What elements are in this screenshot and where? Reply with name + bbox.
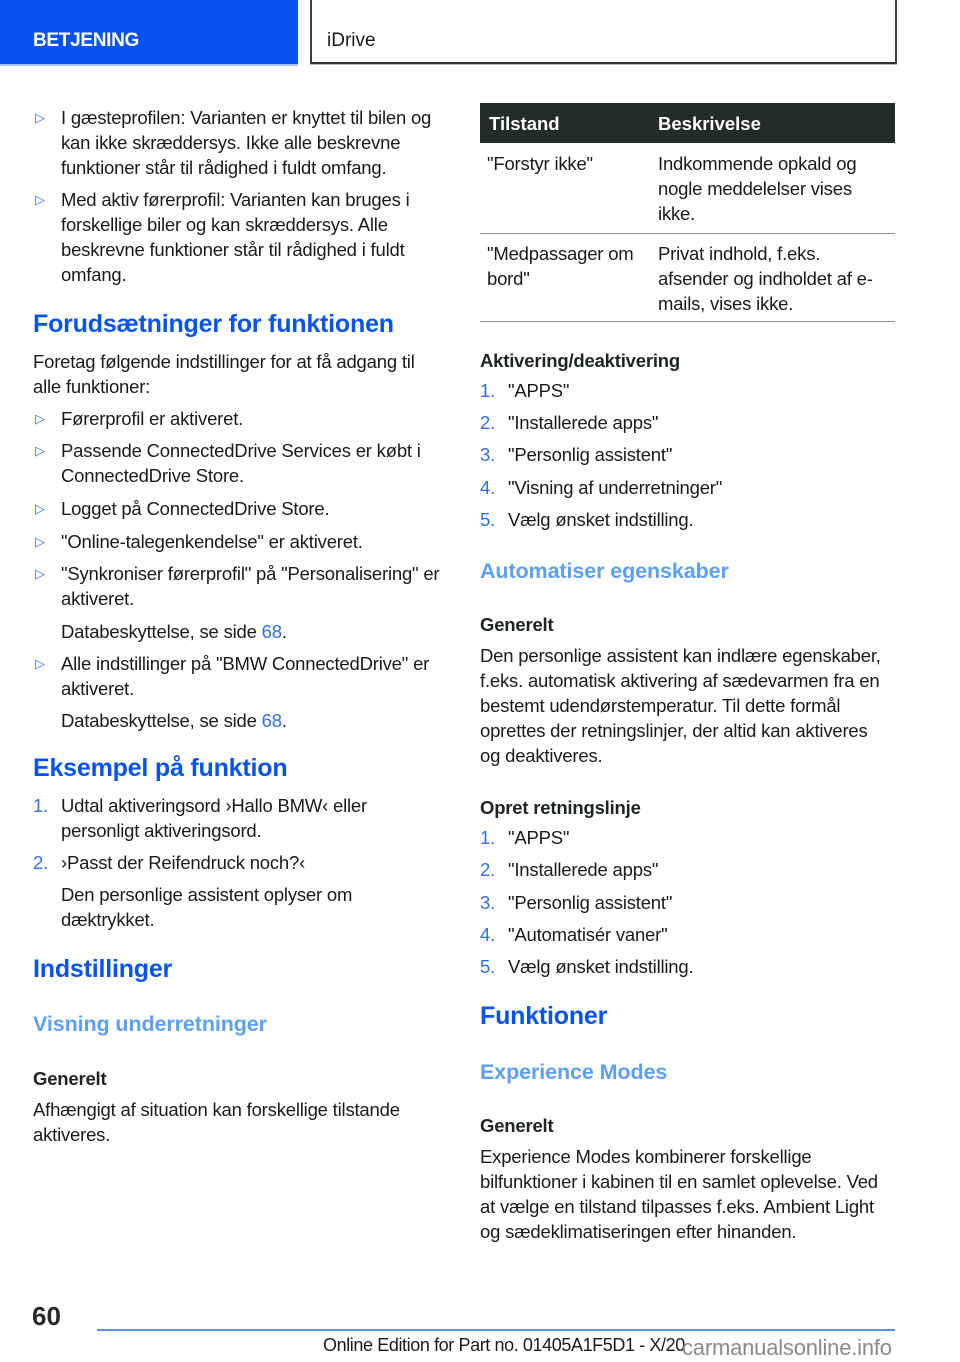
triangle-bullet-icon: ▷ bbox=[35, 443, 45, 458]
column-header: Beskrivelse bbox=[658, 113, 761, 134]
section-title: BETJENING bbox=[33, 30, 140, 51]
subheading: Generelt bbox=[480, 614, 554, 635]
page-link[interactable]: 68 bbox=[261, 621, 282, 642]
subheading: Generelt bbox=[33, 1068, 107, 1089]
table-cell: Privat indhold, f.eks. afsender og indholdet af e-mails, vises ikke. bbox=[658, 243, 873, 314]
step-number: 5. bbox=[480, 956, 496, 977]
page-number: 60 bbox=[32, 1301, 61, 1331]
table-cell: "Forstyr ikke" bbox=[487, 153, 593, 174]
paragraph: Den personlige assistent kan indlære egenskaber, f.eks. automatisk aktivering af sædevarmen fra en bestemt udendørstemperatur. Til dette formål oprettes der retningslinjer, der altid kan aktiveres og deaktiveres. bbox=[480, 645, 881, 766]
column-header: Tilstand bbox=[489, 113, 560, 134]
section-tab bbox=[0, 0, 298, 66]
paragraph: Experience Modes kombinerer forskellige bilfunktioner i kabinen til en samlet oplevelse. Ved at vælge en tilstand tilpasses f.eks. Ambient Light og sædeklimatiseringen efter hinanden. bbox=[480, 1146, 878, 1242]
step-number: 4. bbox=[480, 924, 496, 945]
paragraph: Foretag følgende indstillinger for at få adgang til alle funktioner: bbox=[33, 351, 415, 397]
step-number: 5. bbox=[480, 509, 496, 530]
triangle-bullet-icon: ▷ bbox=[35, 566, 45, 581]
chapter-title: iDrive bbox=[327, 30, 376, 51]
subheading: Aktivering/deaktivering bbox=[480, 350, 680, 371]
row-divider bbox=[480, 233, 895, 234]
edition-text: Online Edition for Part no. 01405A1F5D1 - X/20 bbox=[323, 1335, 685, 1355]
step-number: 2. bbox=[33, 852, 49, 873]
table-cell: "Medpassager om bord" bbox=[487, 243, 634, 289]
table-cell: Indkommende opkald og nogle meddelelser vises ikke. bbox=[658, 153, 857, 224]
step-number: 3. bbox=[480, 892, 496, 913]
cross-reference: Databeskyttelse, se side 68. bbox=[61, 710, 287, 731]
step-number: 2. bbox=[480, 859, 496, 880]
step-number: 1. bbox=[480, 827, 496, 848]
chapter-box bbox=[310, 0, 897, 64]
step-number: 4. bbox=[480, 477, 496, 498]
triangle-bullet-icon: ▷ bbox=[35, 501, 45, 516]
paragraph: Den personlige assistent oplyser om dæktrykket. bbox=[61, 884, 353, 930]
page-link[interactable]: 68 bbox=[261, 710, 282, 731]
step-number: 3. bbox=[480, 444, 496, 465]
section-heading: Forudsætninger for funktionen bbox=[33, 310, 394, 338]
cross-reference: Databeskyttelse, se side 68. bbox=[61, 621, 287, 642]
row-divider bbox=[480, 321, 895, 322]
triangle-bullet-icon: ▷ bbox=[35, 656, 45, 671]
section-heading: Indstillinger bbox=[33, 955, 173, 983]
section-heading: Funktioner bbox=[480, 1002, 608, 1030]
subsection-heading: Visning underretninger bbox=[33, 1012, 267, 1036]
triangle-bullet-icon: ▷ bbox=[35, 110, 45, 125]
footer-divider bbox=[97, 1329, 895, 1331]
subsection-heading: Automatiser egenskaber bbox=[480, 559, 729, 583]
subheading: Generelt bbox=[480, 1115, 554, 1136]
triangle-bullet-icon: ▷ bbox=[35, 534, 45, 549]
triangle-bullet-icon: ▷ bbox=[35, 411, 45, 426]
table-header bbox=[480, 103, 895, 143]
step-number: 1. bbox=[480, 380, 496, 401]
step-number: 1. bbox=[33, 795, 49, 816]
paragraph: Afhængigt af situation kan forskellige tilstande aktiveres. bbox=[33, 1099, 400, 1145]
watermark: carmanualsonline.info bbox=[682, 1335, 892, 1360]
triangle-bullet-icon: ▷ bbox=[35, 192, 45, 207]
subsection-heading: Experience Modes bbox=[480, 1060, 668, 1084]
subheading: Opret retningslinje bbox=[480, 797, 641, 818]
section-heading: Eksempel på funktion bbox=[33, 754, 288, 782]
step-number: 2. bbox=[480, 412, 496, 433]
